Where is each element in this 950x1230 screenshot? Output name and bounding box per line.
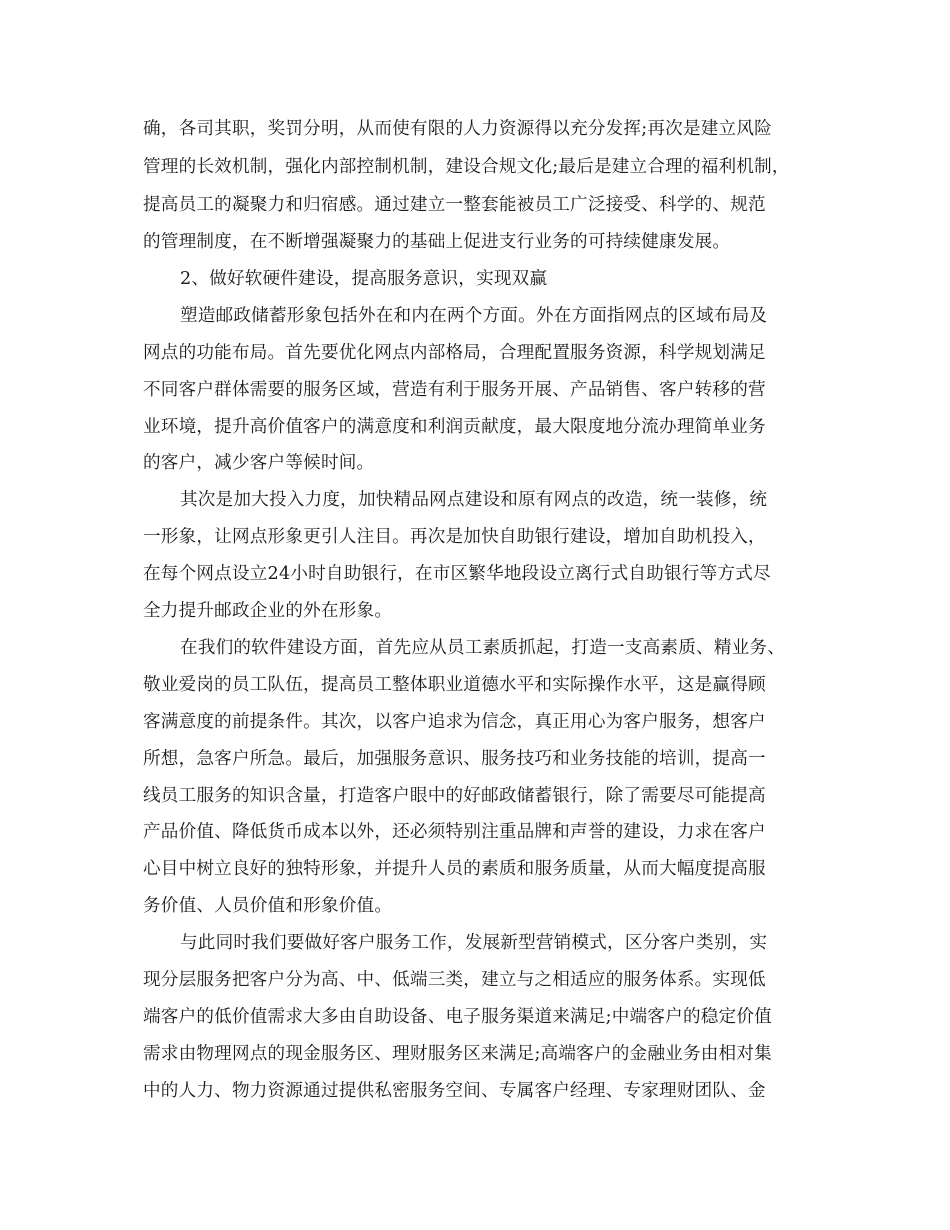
text-line: 的客户，减少客户等候时间。: [143, 453, 375, 473]
text-line: 敬业爱岗的员工队伍，提高员工整体职业道德水平和实际操作水平，这是赢得顾: [143, 675, 766, 695]
text-line: 业环境，提升高价值客户的满意度和利润贡献度，最大限度地分流办理简单业务: [143, 417, 766, 437]
text-line: 与此同时我们要做好客户服务工作，发展新型营销模式，区分客户类别，实: [180, 933, 768, 953]
text-line: 在我们的软件建设方面，首先应从员工素质抓起，打造一支高素质、精业务、: [180, 638, 785, 658]
text-line: 端客户的低价值需求大多由自助设备、电子服务渠道来满足;中端客户的稳定价值: [143, 1007, 772, 1027]
text-line: 确，各司其职，奖罚分明，从而使有限的人力资源得以充分发挥;再次是建立风险: [143, 119, 772, 139]
text-line: 管理的长效机制，强化内部控制机制，建设合规文化;最后是建立合理的福利机制，: [143, 157, 790, 177]
text-line: 务价值、人员价值和形象价值。: [143, 896, 393, 916]
text-line: 产品价值、降低货币成本以外，还必须特别注重品牌和声誉的建设，力求在客户: [143, 822, 766, 842]
text-line: 网点的功能布局。首先要优化网点内部格局，合理配置服务资源，科学规划满足: [143, 343, 766, 363]
section-heading: 2、做好软硬件建设，提高服务意识，实现双赢: [180, 269, 548, 289]
text-line: 全力提升邮政企业的外在形象。: [143, 601, 393, 621]
text-line: 客满意度的前提条件。其次，以客户追求为信念，真正用心为客户服务，想客户: [143, 712, 766, 732]
text-line: 所想，急客户所急。最后，加强服务意识、服务技巧和业务技能的培训，提高一: [143, 749, 766, 769]
text-line: 心目中树立良好的独特形象，并提升人员的素质和服务质量，从而大幅度提高服: [143, 859, 766, 879]
text-line: 提高员工的凝聚力和归宿感。通过建立一整套能被员工广泛接受、科学的、规范: [143, 195, 766, 215]
text-line: 其次是加大投入力度，加快精品网点建设和原有网点的改造，统一装修，统: [180, 490, 768, 510]
text-line: 不同客户群体需要的服务区域，营造有利于服务开展、产品销售、客户转移的营: [143, 380, 766, 400]
text-line: 线员工服务的知识含量，打造客户眼中的好邮政储蓄银行，除了需要尽可能提高: [143, 786, 766, 806]
text-line: 一形象，让网点形象更引人注目。再次是加快自助银行建设，增加自助机投入，: [143, 527, 766, 547]
text-line: 塑造邮政储蓄形象包括外在和内在两个方面。外在方面指网点的区域布局及: [180, 306, 768, 326]
text-line: 在每个网点设立24小时自助银行，在市区繁华地段设立离行式自助银行等方式尽: [143, 564, 771, 584]
text-line: 中的人力、物力资源通过提供私密服务空间、专属客户经理、专家理财团队、金: [143, 1081, 766, 1101]
text-line: 的管理制度，在不断增强凝聚力的基础上促进支行业务的可持续健康发展。: [143, 232, 731, 252]
text-line: 现分层服务把客户分为高、中、低端三类，建立与之相适应的服务体系。实现低: [143, 970, 766, 990]
text-line: 需求由物理网点的现金服务区、理财服务区来满足;高端客户的金融业务由相对集: [143, 1044, 772, 1064]
